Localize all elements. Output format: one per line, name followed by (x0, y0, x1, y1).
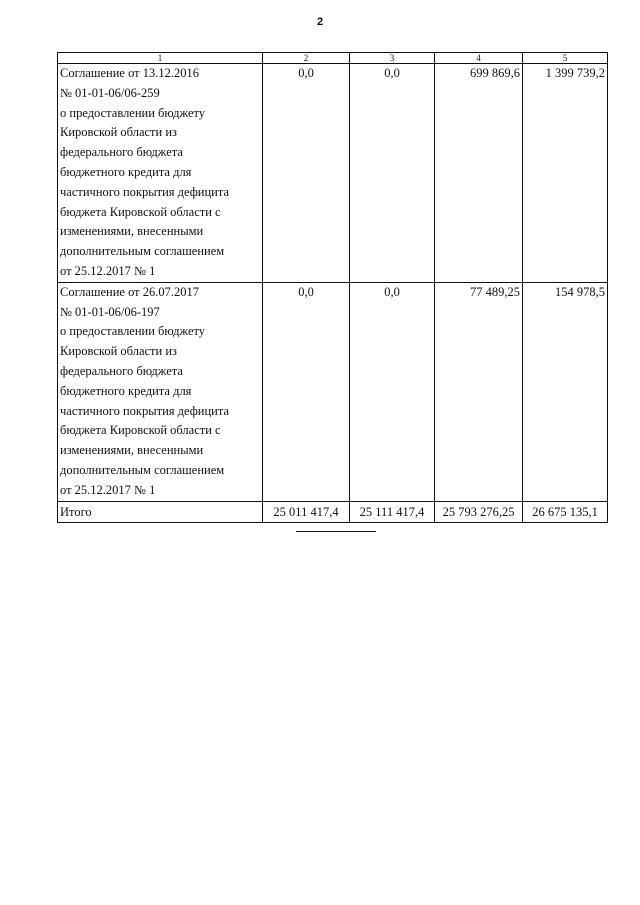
total-col-2: 25 011 417,4 (263, 501, 350, 522)
description-line: от 25.12.2017 № 1 (60, 482, 156, 497)
total-col-4: 25 793 276,25 (435, 501, 523, 522)
column-header-2: 2 (263, 53, 350, 64)
description-line: изменениями, внесенными (60, 443, 204, 458)
table-header-row (58, 53, 608, 64)
column-header-3: 3 (350, 53, 435, 64)
description-line: бюджетного кредита для (60, 383, 192, 398)
description-line: Кировской области из (60, 125, 177, 140)
description-line: частичного покрытия дефицита (60, 403, 230, 418)
cell-col-4: 77 489,25 (435, 282, 523, 501)
column-header-5: 5 (523, 53, 608, 64)
description-line: о предоставлении бюджету (60, 324, 206, 339)
table-row (58, 282, 608, 501)
total-row (58, 501, 608, 522)
description-line: бюджета Кировской области с (60, 423, 221, 438)
description-line: Соглашение от 13.12.2016 (60, 66, 200, 80)
description-line: Кировской области из (60, 344, 177, 359)
cell-col-5: 1 399 739,2 (523, 64, 608, 283)
description-line: от 25.12.2017 № 1 (60, 263, 156, 278)
column-header-4: 4 (435, 53, 523, 64)
cell-col-3: 0,0 (350, 282, 435, 501)
page-number: 2 (316, 16, 324, 28)
cell-col-3: 0,0 (350, 64, 435, 283)
description-line: № 01-01-06/06-197 (60, 304, 160, 319)
budget-credit-table (57, 52, 608, 523)
description-line: частичного покрытия дефицита (60, 184, 230, 199)
agreement-description (58, 64, 263, 283)
description-line: федерального бюджета (60, 363, 183, 378)
description-line: о предоставлении бюджету (60, 105, 206, 120)
column-header-1: 1 (58, 53, 263, 64)
description-line: бюджетного кредита для (60, 164, 192, 179)
cell-col-5: 154 978,5 (523, 282, 608, 501)
description-line: № 01-01-06/06-259 (60, 85, 160, 100)
table-row (58, 64, 608, 283)
total-col-5: 26 675 135,1 (523, 501, 608, 522)
cell-col-2: 0,0 (263, 282, 350, 501)
total-col-3: 25 111 417,4 (350, 501, 435, 522)
description-line: Соглашение от 26.07.2017 (60, 284, 200, 299)
description-line: дополнительным соглашением (60, 244, 225, 259)
total-label: Итого (58, 501, 263, 522)
agreement-description (58, 282, 263, 501)
description-line: федерального бюджета (60, 145, 183, 160)
description-line: изменениями, внесенными (60, 224, 204, 239)
closing-rule (296, 531, 376, 532)
cell-col-2: 0,0 (263, 64, 350, 283)
description-line: бюджета Кировской области с (60, 204, 221, 219)
description-line: дополнительным соглашением (60, 462, 225, 477)
cell-col-4: 699 869,6 (435, 64, 523, 283)
